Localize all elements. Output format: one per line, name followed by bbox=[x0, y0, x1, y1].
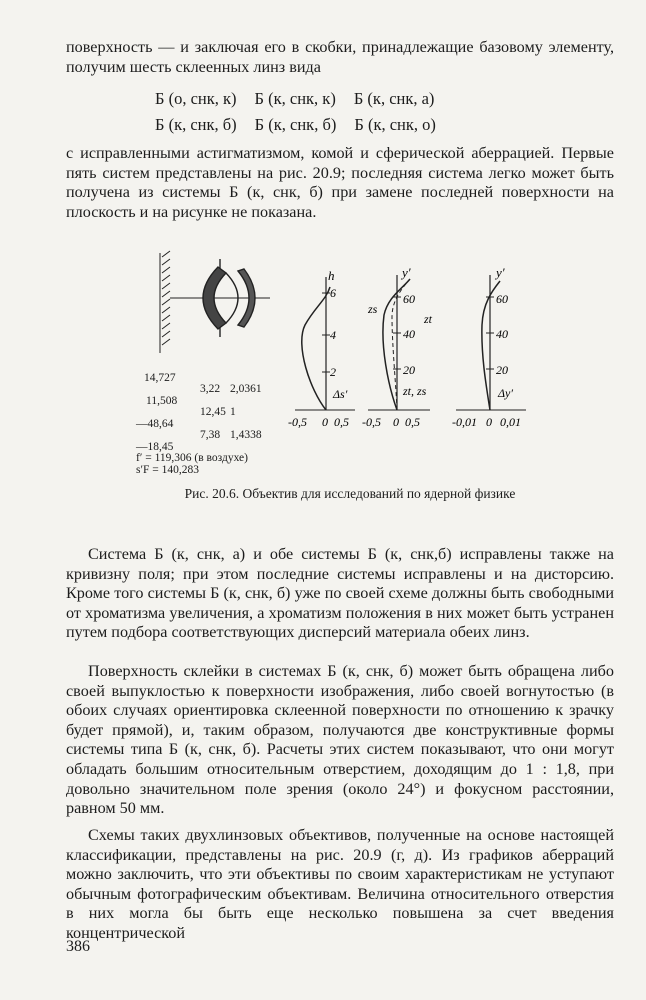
lens-radius-4: —18,45 bbox=[136, 441, 174, 453]
plot-spherical bbox=[288, 268, 355, 429]
paragraph-intro: поверхность — и заключая его в скобки, принадлежащие базовому элементу, получим шесть склеенных линз вида bbox=[66, 38, 614, 76]
plot1-curve-label: Δs′ bbox=[333, 387, 348, 401]
plot1-xtick: -0,5 bbox=[288, 415, 307, 429]
plot3-tick: 20 bbox=[496, 363, 508, 377]
formula-item: Б (о, снк, к) bbox=[155, 89, 237, 108]
plot1-xtick: 0 bbox=[322, 415, 328, 429]
paragraph-cemented-surface: Поверхность склейки в системах Б (к, снк, б) может быть обращена либо своей выпуклостью к поверхности изображения, либо своей вогнутостью (в обоих случаях ориентировка склеенной поверхности по отношению к зрачку будет прямой), и, таким образом, получаются две конструктивные формы системы типа Б (к, снк, б). Расчеты этих систем показывают, что они могут обладать большим относительным отверстием, доходящим до 1 : 1,8, при довольно значительном поле зрения (около 24°) и фокусном расстоянии, равном 50 мм. bbox=[66, 662, 614, 818]
lens-radius-2: 11,508 bbox=[146, 395, 178, 407]
lens-radius-3: —48,64 bbox=[136, 418, 174, 430]
plot2-tick: 20 bbox=[403, 363, 415, 377]
lens-thickness-1: 3,22 bbox=[200, 383, 221, 395]
lens-focal-length: f′ = 119,306 (в воздухе) bbox=[136, 452, 248, 464]
lens-back-focal: s′F = 140,283 bbox=[136, 464, 199, 476]
figure-20-6 bbox=[136, 245, 560, 476]
plot2-zt-label: zt bbox=[424, 312, 433, 326]
plot3-xtick: -0,01 bbox=[452, 415, 477, 429]
formula-block bbox=[155, 86, 575, 138]
paragraph-two-lens: Схемы таких двухлинзовых объективов, полученные на основе настоящей классификации, представлены на рис. 20.9 (г, д). Из графиков аберраций можно заключить, что эти объективы по своим характеристикам не уступают обычным фотографическим объективам. Величина относительного отверстия в них могла бы быть еще несколько повышена за счет введения концентрической bbox=[66, 826, 614, 942]
paragraph-aberrations: с исправленными астигматизмом, комой и сферической аберрацией. Первые пять систем представлены на рис. 20.9; последняя система легко может быть получена из системы Б (к, снк, б) при замене последней поверхности на плоскость и на рисунке не показана. bbox=[66, 144, 614, 221]
plot3-tick: 60 bbox=[496, 292, 508, 306]
plot-astigmatism bbox=[362, 265, 433, 429]
formula-item: Б (к, снк, к) bbox=[254, 89, 336, 108]
plot2-xtick: -0,5 bbox=[362, 415, 381, 429]
plot3-curve-label: Δy′ bbox=[498, 386, 513, 400]
plot3-axis-label: y′ bbox=[496, 265, 505, 280]
page-number: 386 bbox=[66, 938, 90, 955]
plot-distortion bbox=[452, 265, 526, 429]
lens-index-3: 1,4338 bbox=[230, 429, 262, 441]
lens-index-2: 1 bbox=[230, 406, 236, 418]
plot1-tick: 4 bbox=[330, 328, 336, 342]
formula-item: Б (к, снк, б) bbox=[254, 115, 337, 134]
plot1-tick: 6 bbox=[330, 286, 336, 300]
plot1-xtick: 0,5 bbox=[334, 415, 349, 429]
lens-thickness-3: 7,38 bbox=[200, 429, 221, 441]
plot2-axis-label: y′ bbox=[402, 265, 411, 280]
lens-radius-1: 14,727 bbox=[144, 372, 176, 384]
formula-item: Б (к, снк, о) bbox=[354, 115, 436, 134]
figure-caption: Рис. 20.6. Объектив для исследований по ядерной физике bbox=[184, 486, 516, 501]
plot2-xtick: 0 bbox=[393, 415, 399, 429]
formula-item: Б (к, снк, а) bbox=[353, 89, 435, 108]
paragraph-field-curvature: Система Б (к, снк, а) и обе системы Б (к, снк,б) исправлены также на кривизну поля; при этом последние системы исправлены и на дисторсию. Кроме того системы Б (к, снк, б) уже по своей схеме должны быть свободными от хроматизма увеличения, а хроматизм положения в них может быть устранен путем подбора соответствующих дисперсий материала обеих линз. bbox=[66, 545, 614, 642]
plot1-tick: 2 bbox=[330, 365, 336, 379]
formula-row-1 bbox=[155, 86, 575, 112]
lens-schematic bbox=[160, 251, 270, 353]
plot3-xtick: 0 bbox=[486, 415, 492, 429]
formula-item: Б (к, снк, б) bbox=[155, 115, 237, 134]
plot2-tick: 40 bbox=[403, 327, 415, 341]
plot2-tick: 60 bbox=[403, 292, 415, 306]
plot1-axis-label: h bbox=[328, 268, 335, 283]
plot3-xtick: 0,01 bbox=[500, 415, 521, 429]
formula-row-2 bbox=[155, 112, 575, 138]
plot2-zs-label: zs bbox=[368, 302, 378, 316]
plot3-tick: 40 bbox=[496, 327, 508, 341]
plot2-xtick: 0,5 bbox=[405, 415, 420, 429]
lens-index-1: 2,0361 bbox=[230, 383, 262, 395]
plot2-bottom-label: zt, zs bbox=[403, 384, 427, 398]
lens-thickness-2: 12,45 bbox=[200, 406, 226, 418]
